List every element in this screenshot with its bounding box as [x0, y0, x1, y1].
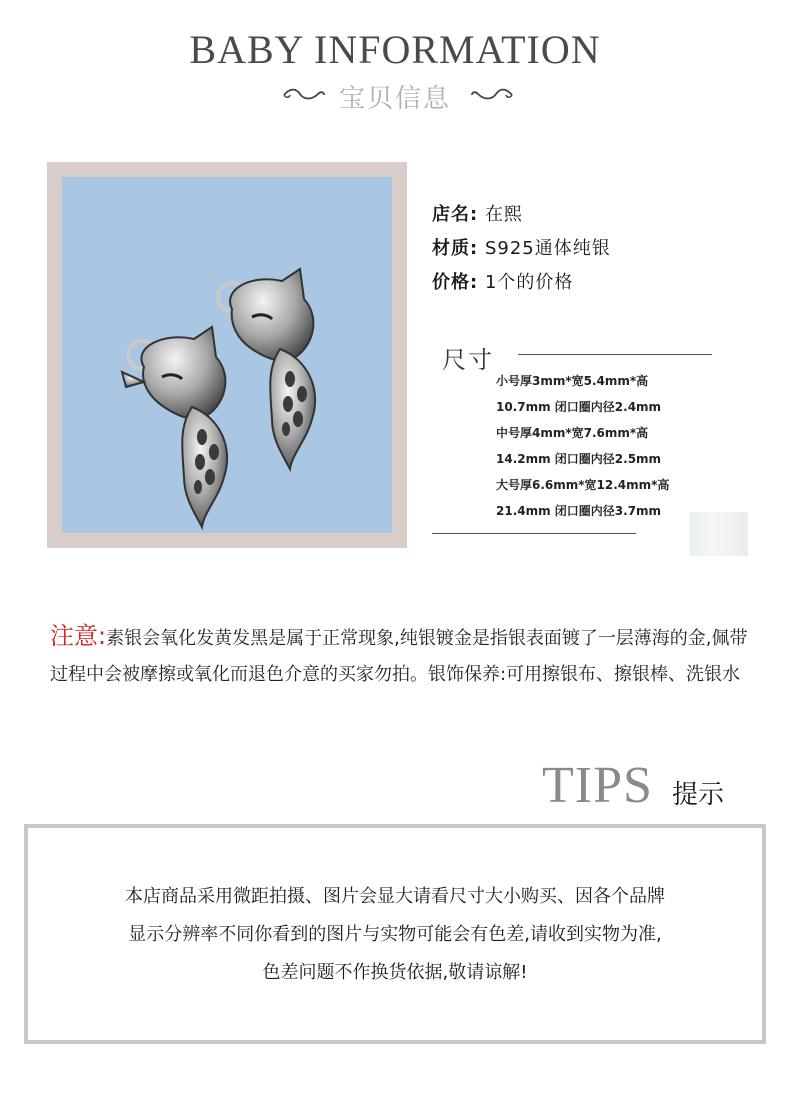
size-line: 中号厚4mm*宽7.6mm*高: [496, 426, 649, 440]
size-line: 大号厚6.6mm*宽12.4mm*高: [496, 478, 670, 492]
fox-pendant-illustration: [62, 177, 392, 533]
page-subtitle: 宝贝信息: [338, 84, 451, 114]
fox-pendant-left: [122, 327, 227, 527]
material-value: S925通体纯银: [484, 238, 611, 259]
store-label: 店名:: [432, 204, 479, 225]
swirl-ornament-icon: [468, 86, 516, 104]
notice-paragraph: [50, 618, 762, 693]
tips-title: TIPS: [542, 757, 653, 814]
size-line: 10.7mm 闭口圈内径2.4mm: [496, 400, 662, 414]
store-value: 在熙: [484, 204, 523, 225]
price-value: 1个的价格: [484, 272, 574, 293]
color-swatch: [690, 512, 748, 556]
divider: [432, 533, 636, 534]
tips-line: 本店商品采用微距拍摄、图片会显大请看尺寸大小购买、因各个品牌: [125, 886, 665, 907]
price-label: 价格:: [432, 272, 479, 293]
size-line: 小号厚3mm*宽5.4mm*高: [496, 374, 649, 388]
info-row-material: [432, 234, 611, 260]
tips-subtitle: 提示: [672, 780, 725, 810]
material-label: 材质:: [432, 238, 479, 259]
product-photo: [62, 177, 392, 533]
notice-text: 素银会氧化发黄发黑是属于正常现象,纯银镀金是指银表面镀了一层薄海的金,佩带过程中会被摩擦或氧化而退色介意的买家勿拍。银饰保养:可用擦银布、擦银棒、洗银水: [50, 628, 748, 685]
fox-pendant-right: [218, 269, 315, 469]
info-row-store: [432, 200, 523, 226]
size-heading: 尺寸: [442, 346, 494, 374]
info-row-price: [432, 268, 573, 294]
size-line: 14.2mm 闭口圈内径2.5mm: [496, 452, 662, 466]
notice-label: 注意:: [50, 622, 107, 650]
tips-line: 色差问题不作换货依据,敬请谅解!: [262, 962, 528, 983]
tips-line: 显示分辨率不同你看到的图片与实物可能会有色差,请收到实物为准,: [128, 924, 662, 945]
divider: [518, 354, 712, 355]
size-line: 21.4mm 闭口圈内径3.7mm: [496, 504, 662, 518]
page-title: BABY INFORMATION: [189, 27, 601, 72]
